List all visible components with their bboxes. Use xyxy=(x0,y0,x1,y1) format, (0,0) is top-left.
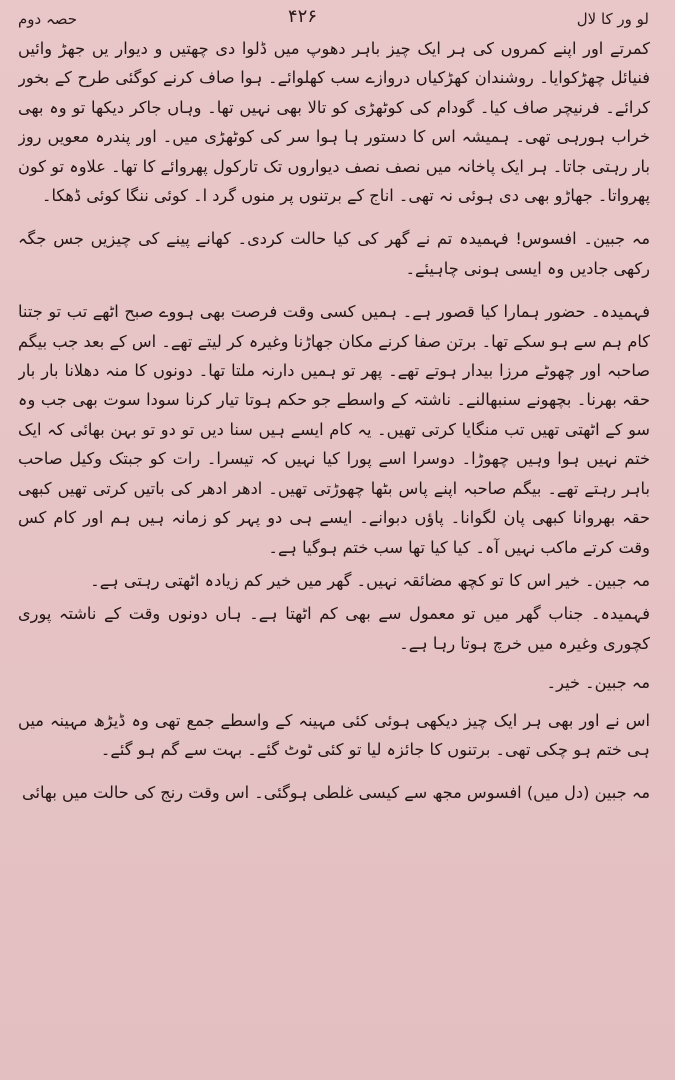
page-body xyxy=(18,34,650,1069)
running-title: لو ور کا لال xyxy=(576,10,649,28)
paragraph: کمرتے اور اپنے کمروں کی ہر ایک چیز باہر دھوپ میں ڈلوا دی چھتیں و دیوار یں جھڑ وائیں فنیائل چھڑکوایا۔ روشندان کھڑکیاں دروازے سب کھلوائے۔ ہوا صاف کرنے کوگئی طرح کے بخور کرائے۔ فرنیچر صاف کیا۔ گودام کی کوٹھڑی کو تالا بھی نہیں تھا۔ وہاں جاکر دیکھا تو وہ بھی خراب ہورہی تھی۔ ہمیشہ اس کا دستور ہا ہوا سر کی کوٹھڑی میں۔ اور پندرہ معویں روز بار رہتی جاتا۔ ہر ایک پاخانہ میں نصف نصف دیواروں تک تارکول پھروائے کا تھا۔ علاوہ تو کون پھرواتا۔ جھاڑو بھی دی ہوئی نہ تھی۔ اناج کے برتنوں پر منوں گرد ا۔ کوئی ننگا کوئی ڈھکا۔ xyxy=(18,39,650,206)
paragraph: فہمیدہ۔ حضور ہمارا کیا قصور ہے۔ ہمیں کسی وقت فرصت بھی ہووے صبح اٹھے تب تو جتنا کام ہم سے ہو سکے تھا۔ برتن صفا کرنے مکان جھاڑنا وغیرہ کر لیتے تھے۔ اس کے بعد جب بیگم صاحبہ اور چھوٹے مرزا بیدار ہوتے تھے۔ پھر تو ہمیں دارنہ ملتا تھا۔ دونوں کا منہ دھلانا بار بار حقہ بھرنا۔ بچھونے سنبھالنے۔ ناشتہ کے واسطے جو حکم ہوتا تیار کرنا سودا سوت بھی جب وہ سو کے اٹھتی تھیں تب منگایا کرتی تھیں۔ یہ کام ایسے ہیں سنا دیں تو دو تو بہن بھائی کہ ایک ختم نہیں ہوا وہیں چھوڑا۔ دوسرا اسے پورا کیا نہیں کہ تیسرا۔ رات کو جبتک وکیل صاحب باہر رہتے تھے۔ بیگم صاحبہ اپنے پاس بٹھا چھوڑتی تھیں۔ ادھر ادھر کی باتیں کرتی تھیں کبھی حقہ بھروانا کبھی پان لگوانا۔ پاؤں دبوانے۔ ایسے ہی دو پہر کو زمانہ ہیں ہم اور کام کس وقت کرتے ماکب نہیں آہ۔ کیا کیا تھا سب ختم ہوگیا ہے۔ xyxy=(18,302,650,557)
paragraph: مہ جبین۔ افسوس! فہمیدہ تم نے گھر کی کیا حالت کردی۔ کھانے پینے کی چیزیں جس جگہ رکھی جادیں وہ ایسی ہونی چاہیئے۔ xyxy=(18,229,650,278)
page-header xyxy=(0,4,675,34)
section-label: حصہ دوم xyxy=(18,10,78,28)
paragraph: مہ جبین (دل میں) افسوس مجھ سے کیسی غلطی ہوگئی۔ اس وقت رنج کی حالت میں بھائی xyxy=(21,783,650,803)
page-number: ۴۲۶ xyxy=(288,6,318,27)
paragraph: فہمیدہ۔ جناب گھر میں تو معمول سے بھی کم اٹھتا ہے۔ ہاں دونوں وقت کے ناشتہ پوری کچوری وغیرہ میں خرچ ہوتا رہا ہے۔ xyxy=(18,604,650,653)
paragraph: مہ جبین۔ خیر اس کا تو کچھ مضائقہ نہیں۔ گھر میں خیر کم زیادہ اٹھتی رہتی ہے۔ xyxy=(90,570,650,590)
paragraph: مہ جبین۔ خیر۔ xyxy=(546,673,650,693)
paragraph: اس نے اور بھی ہر ایک چیز دیکھی ہوئی کئی مہینہ کے واسطے جمع تھی وہ ڈیڑھ مہینہ میں ہی ختم ہو چکی تھی۔ برتنوں کا جائزہ لیا تو کئی ٹوٹ گئے۔ بہت سے گم ہو گئے۔ xyxy=(18,710,650,759)
